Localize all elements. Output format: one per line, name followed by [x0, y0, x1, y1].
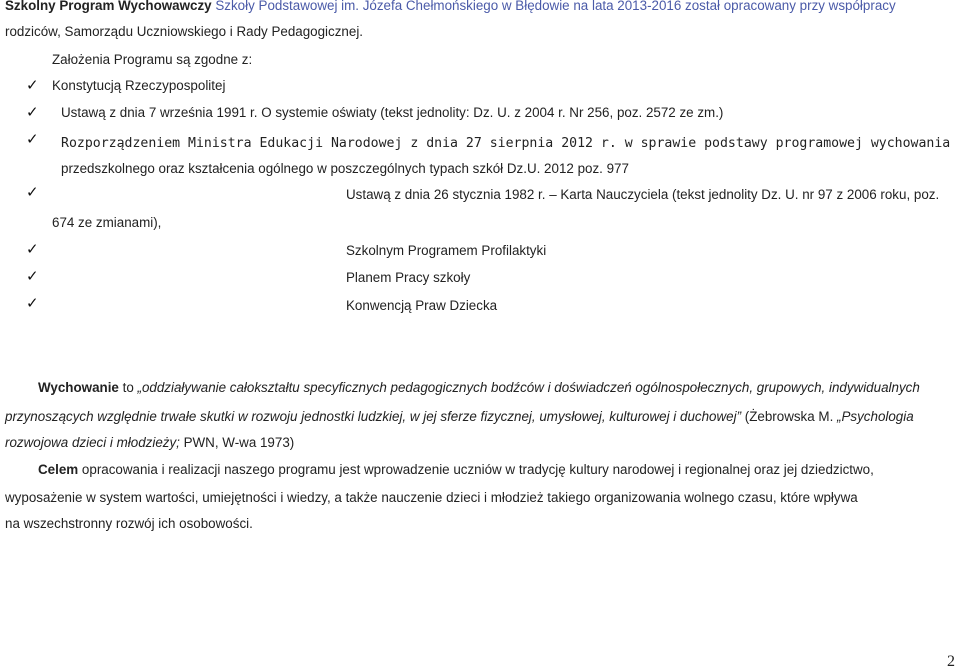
page-number: 2	[947, 653, 955, 670]
definition-line-2	[5, 408, 914, 426]
definition-quote-2: przynoszących względnie trwałe skutki w rozwoju jednostki ludzkiej, w jej sferze fizycznej, umysłowej, kulturowej i duchowej”	[5, 409, 742, 424]
list-item-prevention-program: Szkolnym Programem Profilaktyki	[346, 243, 547, 258]
definition-term: Wychowanie	[38, 380, 119, 395]
goal-text-1: opracowania i realizacji naszego programu jest wprowadzenie uczniów w tradycję kultury narodowej i regionalnej oraz jej dziedzictwo,	[78, 462, 874, 477]
list-item-constitution: Konstytucją Rzeczypospolitej	[52, 78, 226, 93]
list-item-child-rights: Konwencją Praw Dziecka	[346, 298, 498, 313]
header-line-2: rodziców, Samorządu Uczniowskiego i Rady Pedagogicznej.	[5, 24, 364, 39]
list-item-teachers-charter: Ustawą z dnia 26 stycznia 1982 r. – Karta Nauczyciela (tekst jednolity Dz. U. nr 97 z 2006 roku, poz.	[346, 187, 940, 202]
definition-connector: to	[118, 380, 138, 395]
definition-line-3	[5, 434, 294, 452]
program-title: Szkolny Program Wychowawczy	[5, 0, 212, 13]
goal-line-2: wyposażenie w system wartości, umiejętności i wiedzy, a także nauczenie dzieci i młodzież takiego organizowania wolnego czasu, które wpływa	[5, 490, 858, 505]
regulation-title: Rozporządzeniem Ministra Edukacji Narodowej z dnia 27 sierpnia 2012 r.	[61, 136, 617, 151]
definition-book-title-continued: rozwojowa dzieci i młodzieży;	[5, 435, 180, 450]
list-item-work-plan: Planem Pracy szkoły	[346, 270, 471, 285]
list-item-regulation-continued: przedszkolnego oraz kształcenia ogólnego w poszczególnych typach szkół Dz.U. 2012 poz. 977	[61, 161, 629, 176]
goal-line-3: na wszechstronny rozwój ich osobowości.	[5, 516, 253, 531]
header-line-1-text: Szkoły Podstawowej im. Józefa Chełmońskiego w Błędowie na lata 2013-2016 został opracowany przy współpracy	[211, 0, 896, 13]
goal-line-1	[38, 461, 874, 479]
definition-publisher: PWN, W-wa 1973)	[179, 435, 295, 450]
header-line-1	[5, 0, 896, 15]
checkmark-icon: ✓	[26, 103, 39, 121]
regulation-subject: w sprawie podstawy programowej wychowania	[616, 136, 951, 151]
checkmark-icon: ✓	[26, 294, 39, 312]
assumptions-intro: Założenia Programu są zgodne z:	[52, 52, 253, 67]
definition-book-title: „Psychologia	[837, 409, 914, 424]
checkmark-icon: ✓	[26, 240, 39, 258]
definition-source: (Żebrowska M.	[741, 409, 838, 424]
definition-quote-1: „oddziaływanie całokształtu specyficznych pedagogicznych bodźców i doświadczeń ogólnospołecznych, grupowych, indywidualnych	[137, 380, 920, 395]
checkmark-icon: ✓	[26, 130, 39, 148]
checkmark-icon: ✓	[26, 267, 39, 285]
list-item-teachers-charter-continued: 674 ze zmianami),	[52, 215, 162, 230]
definition-line-1	[38, 379, 920, 397]
list-item-regulation	[61, 134, 950, 153]
checkmark-icon: ✓	[26, 183, 39, 201]
goal-term: Celem	[38, 462, 79, 477]
checkmark-icon: ✓	[26, 76, 39, 94]
list-item-education-act: Ustawą z dnia 7 września 1991 r. O systemie oświaty (tekst jednolity: Dz. U. z 2004 r. Nr 256, poz. 2572 ze zm.)	[61, 105, 724, 120]
